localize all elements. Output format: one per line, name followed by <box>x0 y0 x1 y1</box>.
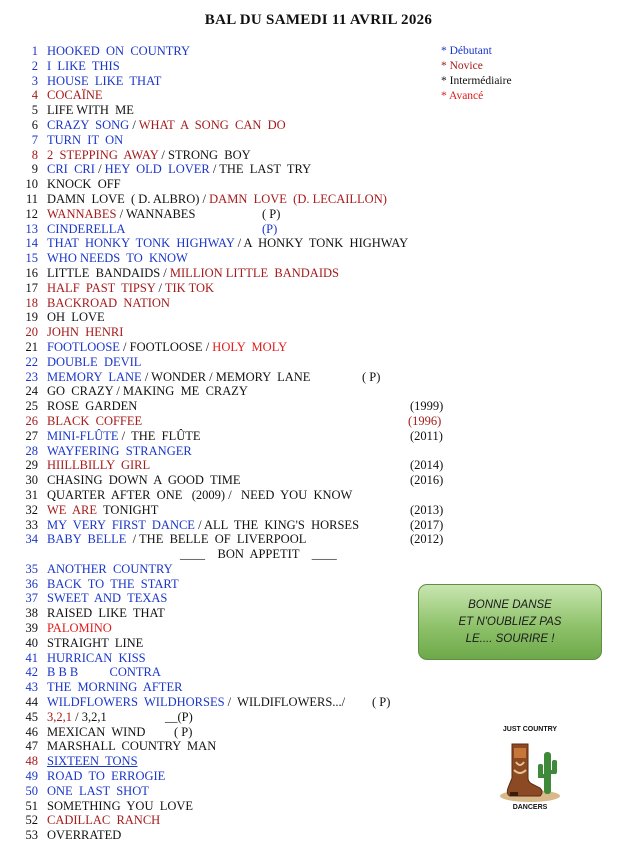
title-segment: ONE LAST SHOT <box>47 783 149 798</box>
title-segment: / FOOTLOOSE / <box>119 339 213 354</box>
row-number: 26 <box>25 413 38 428</box>
row-number: 28 <box>25 443 38 458</box>
title-segment: SIXTEEN TONS <box>47 754 138 769</box>
song-title <box>47 177 121 192</box>
title-segment: / <box>129 117 139 132</box>
title-segment: BACK TO THE START <box>47 576 179 591</box>
row-number: 7 <box>31 132 38 147</box>
row-note: (1996) <box>408 413 442 428</box>
song-title <box>47 577 179 592</box>
cowboy-boot-cactus-icon <box>498 738 562 804</box>
song-title <box>47 799 193 814</box>
title-segment: GO CRAZY / MAKING ME CRAZY <box>47 384 248 399</box>
title-segment: MINI-FLÛTE <box>47 428 119 443</box>
list-item <box>0 429 637 444</box>
row-number: 33 <box>25 517 38 532</box>
title-segment: FOOTLOOSE <box>47 339 120 354</box>
song-title <box>47 266 339 281</box>
song-title <box>47 813 160 828</box>
song-title <box>47 59 120 74</box>
list-item <box>0 88 637 103</box>
title-segment: B B B CONTRA <box>47 665 161 680</box>
song-title <box>47 192 387 207</box>
row-number: 10 <box>25 177 38 192</box>
title-segment: CRAZY SONG <box>47 117 130 132</box>
title-segment: / WANNABES <box>116 206 196 221</box>
list-item <box>0 281 637 296</box>
list-item <box>0 503 637 518</box>
title-segment: HIILLBILLY GIRL <box>47 458 151 473</box>
title-segment: PALOMINO <box>47 621 112 636</box>
title-segment: STRAIGHT LINE <box>47 635 144 650</box>
title-segment: THE MORNING AFTER <box>47 680 183 695</box>
title-segment: CINDERELLA <box>47 221 126 236</box>
title-segment: ROSE GARDEN <box>47 399 138 414</box>
title-segment: HALF PAST TIPSY <box>47 280 156 295</box>
row-number: 51 <box>25 798 38 813</box>
title-segment: OH LOVE <box>47 310 105 325</box>
title-segment: RAISED LIKE THAT <box>47 606 165 621</box>
title-segment: TURN IT ON <box>47 132 124 147</box>
song-title <box>47 281 214 296</box>
club-logo <box>492 726 568 818</box>
song-title <box>47 651 146 666</box>
list-item <box>0 251 637 266</box>
list-item <box>0 103 637 118</box>
row-number: 35 <box>25 561 38 576</box>
title-segment: BABY BELLE <box>47 532 127 547</box>
row-note: ____ BON APPETIT ____ <box>180 547 337 562</box>
row-number: 36 <box>25 576 38 591</box>
title-segment: KNOCK OFF <box>47 177 121 192</box>
row-note: (2011) <box>410 428 443 443</box>
list-item <box>0 266 637 281</box>
row-number: 27 <box>25 428 38 443</box>
list-item <box>0 207 637 222</box>
row-number: 43 <box>25 680 38 695</box>
list-item <box>0 444 637 459</box>
row-note: ( P) <box>372 695 391 710</box>
song-title <box>47 473 241 488</box>
page-title: BAL DU SAMEDI 11 AVRIL 2026 <box>204 12 433 28</box>
list-item <box>0 177 637 192</box>
title-segment: WE ARE <box>47 502 97 517</box>
row-number: 39 <box>25 621 38 636</box>
title-segment: TIK TOK <box>164 280 215 295</box>
list-item <box>0 192 637 207</box>
row-number: 52 <box>25 813 38 828</box>
row-note: (2012) <box>410 532 444 547</box>
row-number: 22 <box>25 354 38 369</box>
title-segment: LIFE WITH ME <box>47 103 134 118</box>
song-title <box>47 384 248 399</box>
title-segment: MILLION LITTLE BANDAIDS <box>169 265 339 280</box>
song-title <box>47 606 165 621</box>
list-item <box>0 118 637 133</box>
list-item <box>0 680 637 695</box>
title-segment: CADILLAC RANCH <box>47 813 161 828</box>
list-item <box>0 296 637 311</box>
row-number: 31 <box>25 487 38 502</box>
row-number: 15 <box>25 251 38 266</box>
song-title <box>47 710 107 725</box>
song-title <box>47 148 251 163</box>
title-segment: DOUBLE DEVIL <box>47 354 142 369</box>
title-segment: HURRICAN KISS <box>47 650 146 665</box>
song-title <box>47 118 286 133</box>
title-segment: ANOTHER COUNTRY <box>47 561 173 576</box>
title-segment: / STRONG BOY <box>158 147 251 162</box>
list-item <box>0 562 637 577</box>
song-title <box>47 74 161 89</box>
song-title <box>47 444 192 459</box>
title-segment: HOUSE LIKE THAT <box>47 73 162 88</box>
list-item <box>0 828 637 843</box>
list-item <box>0 310 637 325</box>
title-segment: / WILDIFLOWERS.../ <box>224 695 346 710</box>
song-title <box>47 518 359 533</box>
title-segment: HOOKED ON COUNTRY <box>47 44 191 58</box>
row-number: 4 <box>31 88 38 103</box>
title-segment: WANNABES <box>47 206 117 221</box>
title-segment: MARSHALL COUNTRY MAN <box>47 739 217 754</box>
row-note: ( P) <box>262 206 281 221</box>
logo-bottom-text: DANCERS <box>512 804 548 811</box>
row-number: 29 <box>25 458 38 473</box>
row-number: 1 <box>31 44 38 58</box>
title-segment: / <box>94 162 105 177</box>
song-title <box>47 399 137 414</box>
title-segment: BLACK COFFEE <box>47 413 143 428</box>
title-segment: MEXICAN WIND <box>47 724 146 739</box>
title-segment: CRI CRI <box>47 162 95 177</box>
title-segment: WHO NEEDS TO KNOW <box>47 251 188 266</box>
song-title <box>47 162 311 177</box>
song-title <box>47 429 201 444</box>
song-title <box>47 739 216 754</box>
row-number: 30 <box>25 473 38 488</box>
banner-line-3: LE.... SOURIRE ! <box>465 632 555 645</box>
legend-item: * Novice <box>441 60 483 72</box>
row-number: 32 <box>25 502 38 517</box>
row-number: 37 <box>25 591 38 606</box>
song-title <box>47 488 352 503</box>
row-note: (2016) <box>410 473 444 488</box>
logo-top-text: JUST COUNTRY <box>502 726 558 733</box>
title-segment: / THE FLÛTE <box>118 428 201 443</box>
title-segment: HOLY MOLY <box>212 339 288 354</box>
song-title <box>47 296 170 311</box>
row-number: 21 <box>25 339 38 354</box>
song-title <box>47 754 138 769</box>
row-note: (2014) <box>410 458 444 473</box>
song-title <box>47 725 145 740</box>
legend-item: * Débutant <box>441 45 492 57</box>
title-segment: WHAT A SONG CAN DO <box>138 117 286 132</box>
banner-line-1: BONNE DANSE <box>468 598 552 611</box>
title-segment: HEY OLD LOVER <box>104 162 210 177</box>
list-item <box>0 665 637 680</box>
song-title <box>47 503 158 518</box>
row-note: ( P) <box>174 724 193 739</box>
title-segment: COCAÏNE <box>47 88 103 103</box>
row-number: 44 <box>25 695 38 710</box>
song-title <box>47 665 161 680</box>
list-item <box>0 74 637 89</box>
title-segment: BACKROAD NATION <box>47 295 170 310</box>
song-title <box>47 222 125 237</box>
legend-item: * Intermédiaire <box>441 75 512 87</box>
row-number: 17 <box>25 280 38 295</box>
row-number: 24 <box>25 384 38 399</box>
row-number: 38 <box>25 606 38 621</box>
title-segment: LITTLE BANDAIDS / <box>47 265 170 280</box>
song-title <box>47 207 195 222</box>
title-segment: / <box>155 280 165 295</box>
song-title <box>47 88 103 103</box>
song-title <box>47 562 173 577</box>
list-item <box>0 414 637 429</box>
row-number: 13 <box>25 221 38 236</box>
row-number: 23 <box>25 369 38 384</box>
row-number: 18 <box>25 295 38 310</box>
list-item <box>0 236 637 251</box>
song-title <box>47 133 123 148</box>
title-segment: 2 STEPPING AWAY <box>47 147 159 162</box>
song-title <box>47 355 141 370</box>
song-title <box>47 591 167 606</box>
title-segment: I LIKE THIS <box>47 58 120 73</box>
row-number: 47 <box>25 739 38 754</box>
row-number: 5 <box>31 103 38 118</box>
row-number: 46 <box>25 724 38 739</box>
title-segment: 3,2,1 <box>47 709 72 724</box>
row-note: (1999) <box>410 399 444 414</box>
song-title <box>47 340 287 355</box>
row-number: 20 <box>25 325 38 340</box>
legend-item: * Avancé <box>441 90 484 102</box>
list-item <box>0 133 637 148</box>
list-item <box>0 162 637 177</box>
title-segment: / WONDER / MEMORY LANE <box>141 369 311 384</box>
title-segment: MY VERY FIRST DANCE <box>47 517 195 532</box>
title-segment: OVERRATED <box>47 828 122 843</box>
title-segment: SWEET AND TEXAS <box>47 591 168 606</box>
list-item <box>0 325 637 340</box>
list-item <box>0 340 637 355</box>
row-number: 6 <box>31 117 38 132</box>
row-number: 48 <box>25 754 38 769</box>
row-number: 34 <box>25 532 38 547</box>
row-number: 8 <box>31 147 38 162</box>
title-segment: MEMORY LANE <box>47 369 142 384</box>
song-title <box>47 325 123 340</box>
row-number: 3 <box>31 73 38 88</box>
song-title <box>47 636 143 651</box>
song-title <box>47 44 190 59</box>
list-item <box>0 148 637 163</box>
row-note: (2013) <box>410 502 444 517</box>
list-item <box>0 532 637 547</box>
list-item <box>0 355 637 370</box>
list-item <box>0 399 637 414</box>
row-number: 45 <box>25 709 38 724</box>
title-segment: / A HONKY TONK HIGHWAY <box>234 236 409 251</box>
title-segment: / THE BELLE OF LIVERPOOL <box>126 532 307 547</box>
title-segment: WAYFERING STRANGER <box>47 443 192 458</box>
list-item <box>0 458 637 473</box>
title-segment: TONIGHT <box>97 502 159 517</box>
row-note: (2017) <box>410 517 444 532</box>
row-number: 11 <box>25 191 38 206</box>
row-number: 49 <box>25 769 38 784</box>
title-segment: QUARTER AFTER ONE (2009) / NEED YOU KNOW <box>47 487 353 502</box>
title-segment: DAMN LOVE ( D. ALBRO) / <box>47 191 210 206</box>
list-item <box>0 695 637 710</box>
song-title <box>47 414 142 429</box>
row-note: ( P) <box>362 369 381 384</box>
row-number: 50 <box>25 783 38 798</box>
list-item <box>0 473 637 488</box>
row-number: 2 <box>31 58 38 73</box>
song-title <box>47 251 188 266</box>
row-number: 9 <box>31 162 38 177</box>
row-number: 40 <box>25 635 38 650</box>
title-segment: JOHN HENRI <box>47 325 124 340</box>
song-title <box>47 784 149 799</box>
row-number: 41 <box>25 650 38 665</box>
list-item <box>0 488 637 503</box>
song-title <box>47 680 182 695</box>
title-segment: ROAD TO ERROGIE <box>47 769 166 784</box>
song-title <box>47 310 105 325</box>
row-number: 16 <box>25 265 38 280</box>
title-segment: WILDFLOWERS WILDHORSES <box>47 695 225 710</box>
title-segment: THAT HONKY TONK HIGHWAY <box>47 236 235 251</box>
row-number: 19 <box>25 310 38 325</box>
title-segment: SOMETHING YOU LOVE <box>47 798 194 813</box>
list-item <box>0 59 637 74</box>
title-segment: / ALL THE KING'S HORSES <box>194 517 360 532</box>
list-item <box>0 370 637 385</box>
song-title <box>47 103 134 118</box>
row-number: 53 <box>25 828 38 843</box>
list-item <box>0 44 637 59</box>
row-number: 42 <box>25 665 38 680</box>
row-note: (P) <box>262 221 278 236</box>
song-title <box>47 370 310 385</box>
list-item <box>0 384 637 399</box>
list-item <box>0 518 637 533</box>
row-number: 25 <box>25 399 38 414</box>
song-list <box>0 44 637 843</box>
song-title <box>47 828 121 843</box>
song-title <box>47 621 112 636</box>
song-title <box>47 769 165 784</box>
list-item <box>0 222 637 237</box>
row-number: 14 <box>25 236 38 251</box>
list-item <box>0 710 637 725</box>
song-title <box>47 236 408 251</box>
song-title <box>47 532 306 547</box>
song-title <box>47 458 150 473</box>
banner-line-2: ET N'OUBLIEZ PAS <box>458 615 562 628</box>
reminder-banner <box>418 584 602 660</box>
list-item <box>0 547 637 562</box>
title-segment: / 3,2,1 <box>72 709 107 724</box>
row-number: 12 <box>25 206 38 221</box>
title-segment: CHASING DOWN A GOOD TIME <box>47 473 241 488</box>
row-note: __(P) <box>165 709 193 724</box>
title-segment: / THE LAST TRY <box>209 162 312 177</box>
title-segment: DAMN LOVE (D. LECAILLON) <box>209 191 387 206</box>
song-title <box>47 695 345 710</box>
